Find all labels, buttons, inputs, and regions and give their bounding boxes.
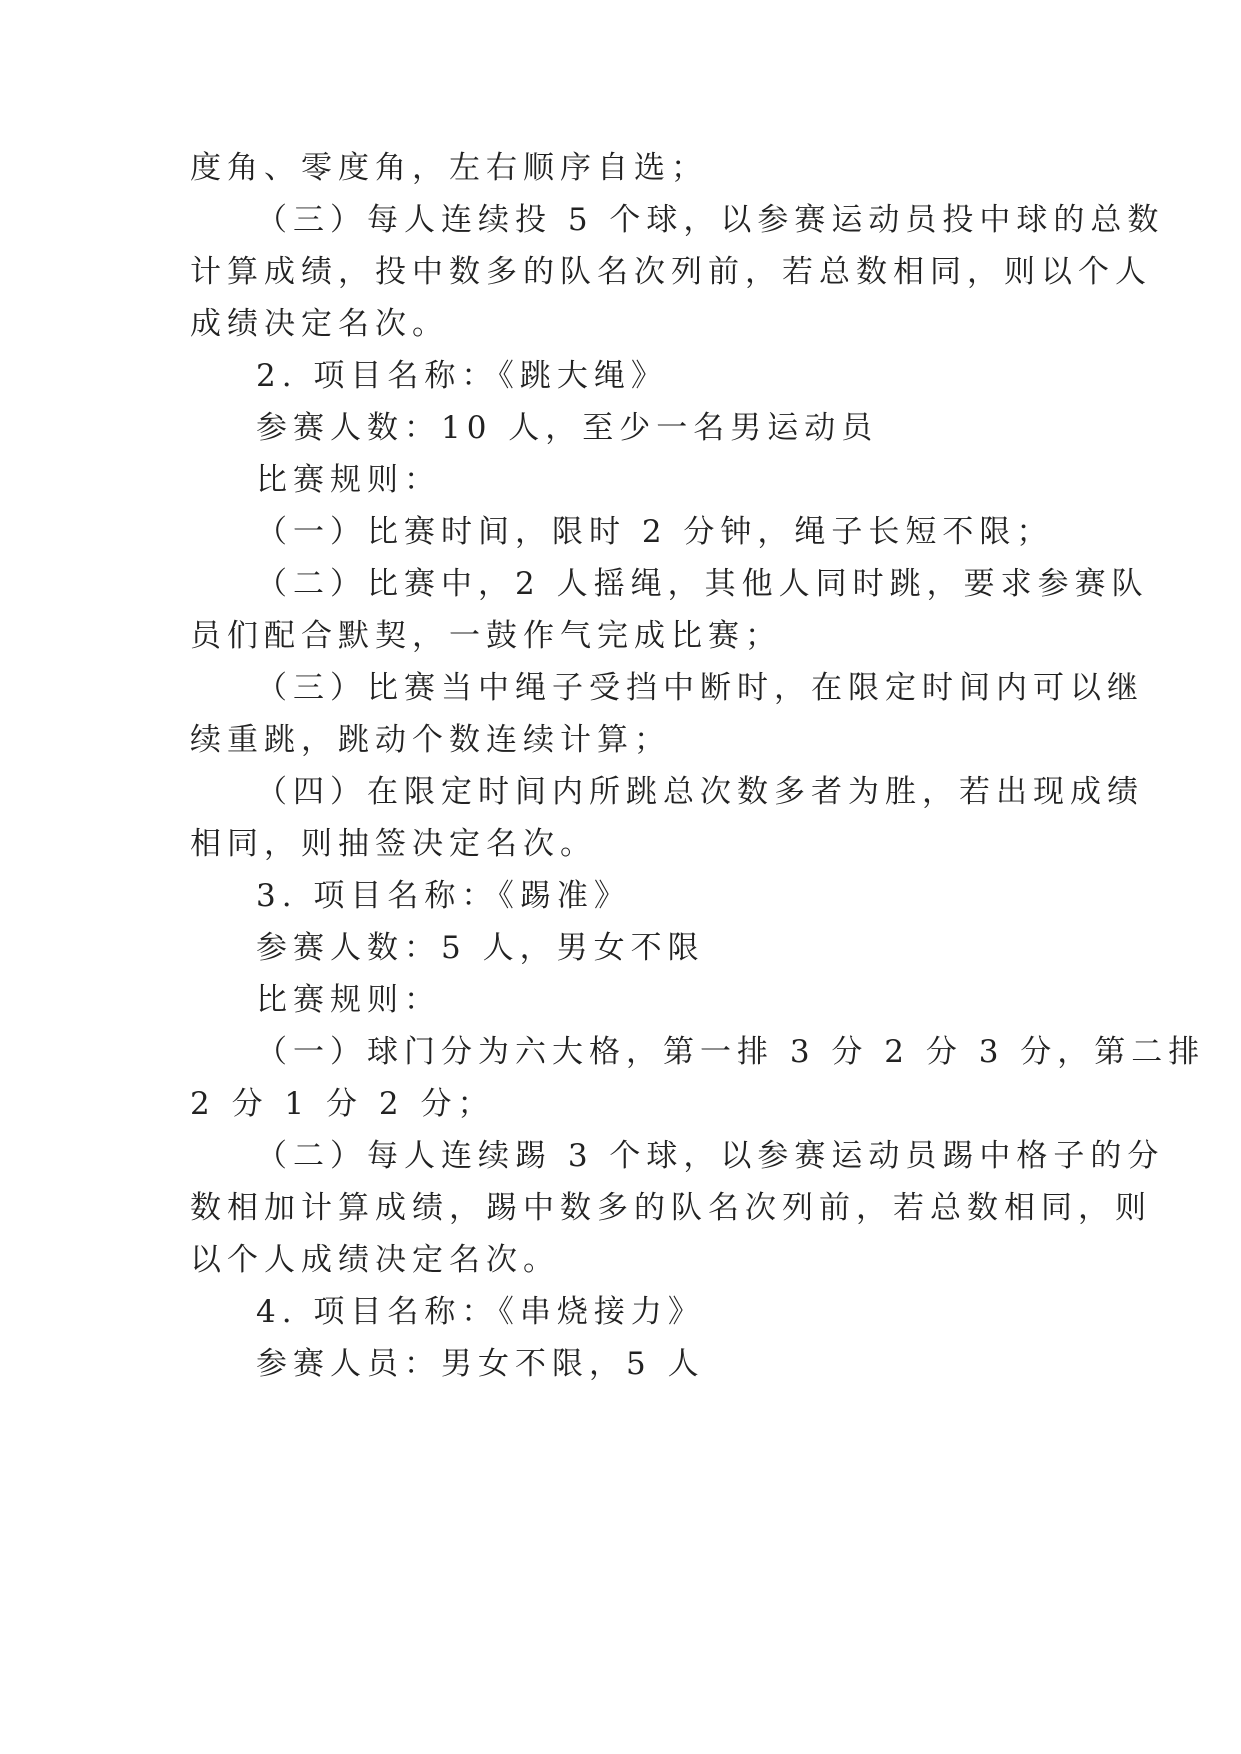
text-line: （一）球门分为六大格，第一排 3 分 2 分 3 分，第二排 [256, 1034, 1206, 1070]
section-heading: 4. 项目名称：《串烧接力》 [256, 1294, 705, 1330]
text-line: 度角、零度角，左右顺序自选； [190, 150, 708, 186]
text-line: （三）每人连续投 5 个球，以参赛运动员投中球的总数 [256, 202, 1165, 238]
text-line: （二）每人连续踢 3 个球，以参赛运动员踢中格子的分 [256, 1138, 1165, 1174]
section-heading: 3. 项目名称：《踢准》 [256, 878, 631, 914]
text-line: （四）在限定时间内所跳总次数多者为胜，若出现成绩 [256, 774, 1144, 810]
text-line: 2 分 1 分 2 分； [190, 1086, 495, 1122]
section-heading: 2. 项目名称：《跳大绳》 [256, 358, 668, 394]
text-line: （二）比赛中，2 人摇绳，其他人同时跳，要求参赛队 [256, 566, 1149, 602]
text-line: 续重跳，跳动个数连续计算； [190, 722, 671, 758]
text-line: 成绩决定名次。 [190, 306, 449, 342]
text-line: 以个人成绩决定名次。 [190, 1242, 560, 1278]
text-line: 参赛人员：男女不限，5 人 [256, 1346, 705, 1382]
text-line: （三）比赛当中绳子受挡中断时，在限定时间内可以继 [256, 670, 1144, 706]
text-line: 参赛人数：10 人，至少一名男运动员 [256, 410, 879, 446]
text-line: 员们配合默契，一鼓作气完成比赛； [190, 618, 782, 654]
text-line: 比赛规则： [256, 982, 441, 1018]
text-line: 数相加计算成绩，踢中数多的队名次列前，若总数相同，则 [190, 1190, 1152, 1226]
text-line: 计算成绩，投中数多的队名次列前，若总数相同，则以个人 [190, 254, 1152, 290]
text-line: 相同，则抽签决定名次。 [190, 826, 597, 862]
text-line: （一）比赛时间，限时 2 分钟，绳子长短不限； [256, 514, 1054, 550]
text-line: 参赛人数：5 人，男女不限 [256, 930, 705, 966]
text-line: 比赛规则： [256, 462, 441, 498]
